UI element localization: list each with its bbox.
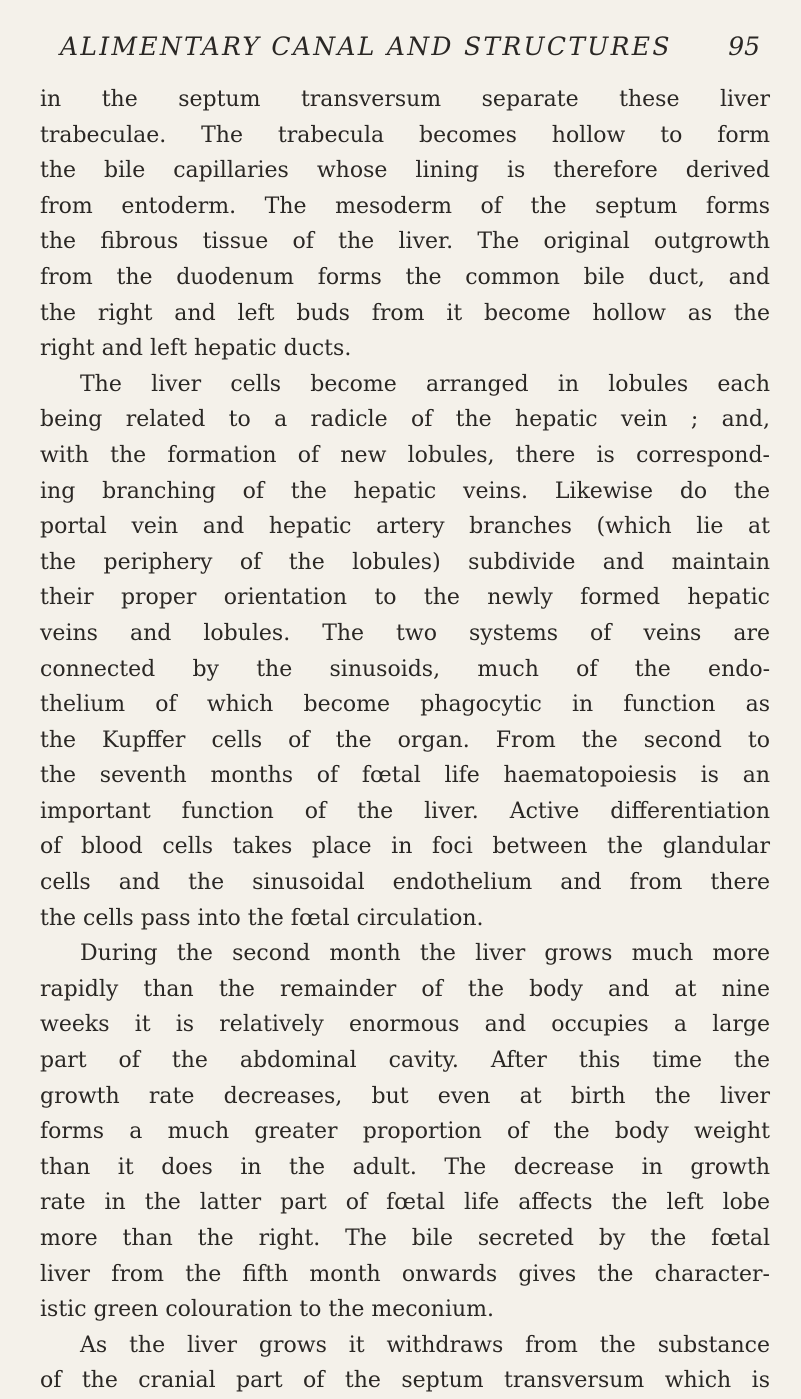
text-line: the fibrous tissue of the liver. The original outgrowth — [40, 229, 770, 255]
text-line: portal vein and hepatic artery branches (which lie at — [40, 514, 770, 540]
text-line: the seventh months of fœtal life haematopoiesis is an — [40, 763, 770, 789]
text-line: in the septum transversum separate these liver — [40, 87, 770, 112]
text-line: trabeculae. The trabecula becomes hollow to form — [40, 122, 770, 148]
text-line: the bile capillaries whose lining is therefore derived — [40, 158, 770, 184]
text-line: The liver cells become arranged in lobules each — [80, 371, 770, 397]
text-line: important function of the liver. Active differentiation — [40, 798, 770, 824]
text-line: of blood cells takes place in foci between the glandular — [40, 834, 770, 860]
text-line: from entoderm. The mesoderm of the septum forms — [40, 193, 770, 219]
text-line: weeks it is relatively enormous and occupies a large — [40, 1012, 770, 1038]
text-line: As the liver grows it withdraws from the substance — [80, 1332, 770, 1358]
text-line: the right and left buds from it become hollow as the — [40, 300, 770, 326]
text-line: the cells pass into the fœtal circulation. — [40, 905, 484, 931]
text-line: being related to a radicle of the hepatic vein ; and, — [40, 407, 770, 433]
text-line: forms a much greater proportion of the body weight — [40, 1119, 770, 1145]
body-text — [40, 82, 770, 1399]
text-line: cells and the sinusoidal endothelium and from there — [40, 870, 770, 896]
running-head — [60, 32, 760, 68]
text-line: growth rate decreases, but even at birth the liver — [40, 1083, 770, 1109]
text-line: with the formation of new lobules, there is correspond- — [40, 442, 770, 468]
text-line: of the cranial part of the septum transversum which is — [40, 1368, 770, 1394]
text-line: rapidly than the remainder of the body and at nine — [40, 976, 770, 1002]
running-title: ALIMENTARY CANAL AND STRUCTURES — [60, 32, 672, 61]
text-line: more than the right. The bile secreted by the fœtal — [40, 1226, 770, 1251]
text-line: the Kupffer cells of the organ. From the second to — [40, 727, 770, 753]
text-line: ing branching of the hepatic veins. Likewise do the — [40, 478, 770, 504]
text-line: liver from the fifth month onwards gives the character- — [40, 1261, 770, 1287]
text-line: During the second month the liver grows much more — [80, 941, 770, 967]
text-line: right and left hepatic ducts. — [40, 336, 352, 362]
text-line: from the duodenum forms the common bile duct, and — [40, 264, 770, 290]
text-line: part of the abdominal cavity. After this time the — [40, 1048, 770, 1074]
text-line: thelium of which become phagocytic in function as — [40, 692, 770, 718]
text-line: veins and lobules. The two systems of veins are — [40, 620, 770, 646]
text-line: the periphery of the lobules) subdivide and maintain — [40, 549, 770, 575]
page-number: 95 — [728, 32, 760, 61]
text-line: istic green colouration to the meconium. — [40, 1297, 495, 1323]
text-line: rate in the latter part of fœtal life affects the left lobe — [40, 1190, 770, 1216]
text-line: than it does in the adult. The decrease in growth — [40, 1154, 770, 1180]
text-line: connected by the sinusoids, much of the endo- — [40, 656, 770, 682]
text-line: their proper orientation to the newly formed hepatic — [40, 585, 770, 611]
